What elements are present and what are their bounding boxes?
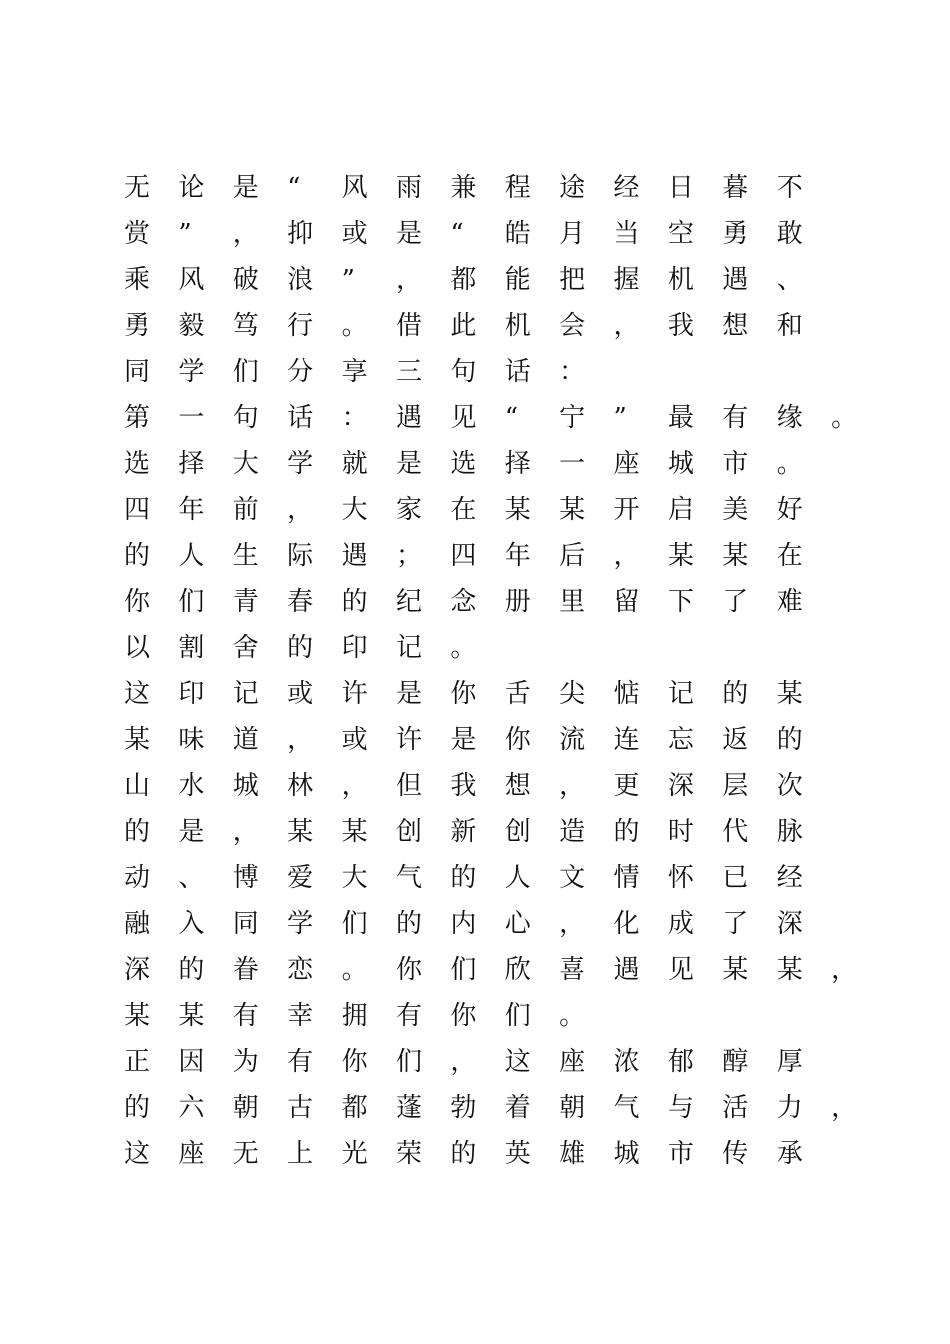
text-char: 就 bbox=[341, 449, 368, 479]
text-char: 的 bbox=[395, 909, 422, 939]
text-char: 城 bbox=[667, 449, 694, 479]
text-char: 遇 bbox=[613, 955, 640, 985]
text-char: 、 bbox=[178, 863, 205, 893]
text-char: 座 bbox=[559, 1047, 586, 1077]
text-char: 你 bbox=[450, 1001, 477, 1031]
text-char: 、 bbox=[776, 265, 803, 295]
text-char: 城 bbox=[613, 1139, 640, 1169]
text-char: 正 bbox=[124, 1047, 151, 1077]
text-char: ” bbox=[613, 403, 627, 433]
text-char: 的 bbox=[287, 633, 314, 663]
text-char: 句 bbox=[232, 403, 259, 433]
text-char: 以 bbox=[124, 633, 151, 663]
text-char: 郁 bbox=[667, 1047, 694, 1077]
text-char: 力 bbox=[776, 1093, 803, 1123]
text-char: 印 bbox=[178, 679, 205, 709]
text-char: 难 bbox=[776, 587, 803, 617]
text-char: 深 bbox=[667, 771, 694, 801]
text-char: 是 bbox=[395, 449, 422, 479]
text-char: 或 bbox=[287, 679, 314, 709]
text-char: 座 bbox=[178, 1139, 205, 1169]
text-char: 雨 bbox=[395, 173, 422, 203]
text-char: 途 bbox=[559, 173, 586, 203]
text-char: 敢 bbox=[776, 219, 803, 249]
text-char: ， bbox=[395, 265, 422, 295]
text-char: 许 bbox=[395, 725, 422, 755]
text-char: 的 bbox=[776, 725, 803, 755]
text-char: 的 bbox=[124, 541, 151, 571]
text-char: 记 bbox=[667, 679, 694, 709]
text-char: 尖 bbox=[559, 679, 586, 709]
text-line bbox=[120, 625, 880, 671]
text-char: 暮 bbox=[722, 173, 749, 203]
text-char: “ bbox=[450, 219, 464, 249]
text-char: 在 bbox=[450, 495, 477, 525]
text-char: ， bbox=[287, 495, 314, 525]
text-line bbox=[120, 303, 880, 349]
text-char: 了 bbox=[722, 909, 749, 939]
text-char: 不 bbox=[776, 173, 803, 203]
text-char: 心 bbox=[504, 909, 531, 939]
text-char: 某 bbox=[504, 495, 531, 525]
text-char: 的 bbox=[341, 587, 368, 617]
text-char: 忘 bbox=[667, 725, 694, 755]
text-char: 深 bbox=[124, 955, 151, 985]
text-char: 年 bbox=[504, 541, 531, 571]
text-char: 想 bbox=[722, 311, 749, 341]
text-char: 林 bbox=[287, 771, 314, 801]
text-char: 机 bbox=[667, 265, 694, 295]
text-char: ； bbox=[395, 541, 422, 571]
text-line bbox=[120, 855, 880, 901]
text-char: 勃 bbox=[450, 1093, 477, 1123]
text-char: 是 bbox=[178, 817, 205, 847]
text-char: 造 bbox=[559, 817, 586, 847]
text-char: 美 bbox=[722, 495, 749, 525]
text-char: 某 bbox=[124, 1001, 151, 1031]
text-line bbox=[120, 579, 880, 625]
text-char: 握 bbox=[613, 265, 640, 295]
text-char: 遇 bbox=[722, 265, 749, 295]
text-char: 论 bbox=[178, 173, 205, 203]
text-char: 前 bbox=[232, 495, 259, 525]
text-char: 无 bbox=[124, 173, 151, 203]
text-char: 山 bbox=[124, 771, 151, 801]
text-char: 这 bbox=[124, 1139, 151, 1169]
text-char: 你 bbox=[341, 1047, 368, 1077]
text-char: 博 bbox=[232, 863, 259, 893]
text-char: 脉 bbox=[776, 817, 803, 847]
text-char: 创 bbox=[395, 817, 422, 847]
text-char: 遇 bbox=[395, 403, 422, 433]
text-char: 文 bbox=[559, 863, 586, 893]
text-char: 气 bbox=[395, 863, 422, 893]
text-char: 的 bbox=[450, 863, 477, 893]
text-char: 借 bbox=[395, 311, 422, 341]
text-char: 乘 bbox=[124, 265, 151, 295]
text-char: 怀 bbox=[667, 863, 694, 893]
text-char: ， bbox=[831, 955, 858, 985]
text-char: 水 bbox=[178, 771, 205, 801]
text-line bbox=[120, 349, 880, 395]
text-char: 见 bbox=[667, 955, 694, 985]
text-char: 你 bbox=[395, 955, 422, 985]
text-char: 许 bbox=[341, 679, 368, 709]
text-char: 的 bbox=[124, 817, 151, 847]
text-char: 同 bbox=[124, 357, 151, 387]
text-char: 风 bbox=[178, 265, 205, 295]
text-char: 承 bbox=[776, 1139, 803, 1169]
text-char: 印 bbox=[341, 633, 368, 663]
text-char: 这 bbox=[124, 679, 151, 709]
text-char: 和 bbox=[776, 311, 803, 341]
text-char: 某 bbox=[776, 955, 803, 985]
text-char: 融 bbox=[124, 909, 151, 939]
text-char: 程 bbox=[504, 173, 531, 203]
text-char: 返 bbox=[722, 725, 749, 755]
text-char: 年 bbox=[178, 495, 205, 525]
text-char: 生 bbox=[232, 541, 259, 571]
text-char: 某 bbox=[722, 541, 749, 571]
text-char: ， bbox=[613, 541, 640, 571]
text-char: 经 bbox=[613, 173, 640, 203]
text-char: “ bbox=[287, 173, 301, 203]
text-char: 朝 bbox=[559, 1093, 586, 1123]
text-char: 空 bbox=[667, 219, 694, 249]
text-char: 话 bbox=[504, 357, 531, 387]
text-line bbox=[120, 395, 880, 441]
text-char: ” bbox=[341, 265, 355, 295]
text-char: 能 bbox=[504, 265, 531, 295]
text-char: 有 bbox=[287, 1047, 314, 1077]
text-char: 光 bbox=[341, 1139, 368, 1169]
text-line bbox=[120, 1131, 880, 1177]
text-char: 下 bbox=[667, 587, 694, 617]
text-char: 浪 bbox=[287, 265, 314, 295]
text-char: 流 bbox=[559, 725, 586, 755]
text-char: 传 bbox=[722, 1139, 749, 1169]
text-char: 某 bbox=[667, 541, 694, 571]
text-char: 遇 bbox=[341, 541, 368, 571]
text-char: 情 bbox=[613, 863, 640, 893]
text-char: 英 bbox=[504, 1139, 531, 1169]
text-char: “ bbox=[504, 403, 519, 433]
text-line bbox=[120, 763, 880, 809]
body-text bbox=[120, 165, 880, 1177]
text-char: 割 bbox=[178, 633, 205, 663]
text-char: ， bbox=[341, 771, 368, 801]
text-char: 分 bbox=[287, 357, 314, 387]
text-char: ， bbox=[287, 725, 314, 755]
text-char: 但 bbox=[395, 771, 422, 801]
text-char: 都 bbox=[450, 265, 477, 295]
text-line bbox=[120, 441, 880, 487]
text-char: 大 bbox=[341, 495, 368, 525]
text-line bbox=[120, 671, 880, 717]
text-char: 同 bbox=[232, 909, 259, 939]
text-char: 宁 bbox=[559, 403, 586, 433]
text-char: 这 bbox=[504, 1047, 531, 1077]
text-char: 们 bbox=[504, 1001, 531, 1031]
text-char: 某 bbox=[776, 679, 803, 709]
text-char: 厚 bbox=[776, 1047, 803, 1077]
text-char: 惦 bbox=[613, 679, 640, 709]
text-char: 喜 bbox=[559, 955, 586, 985]
text-char: 市 bbox=[722, 449, 749, 479]
text-char: 学 bbox=[287, 449, 314, 479]
text-char: 学 bbox=[178, 357, 205, 387]
text-char: 学 bbox=[287, 909, 314, 939]
text-char: 家 bbox=[395, 495, 422, 525]
text-char: 们 bbox=[395, 1047, 422, 1077]
text-char: 拥 bbox=[341, 1001, 368, 1031]
text-char: 破 bbox=[232, 265, 259, 295]
text-line bbox=[120, 1085, 880, 1131]
text-char: 已 bbox=[722, 863, 749, 893]
text-char: 有 bbox=[232, 1001, 259, 1031]
text-char: 我 bbox=[450, 771, 477, 801]
text-char: 。 bbox=[831, 403, 858, 433]
text-char: ” bbox=[178, 219, 192, 249]
text-char: 抑 bbox=[287, 219, 314, 249]
text-char: 们 bbox=[450, 955, 477, 985]
text-char: ， bbox=[559, 909, 586, 939]
text-char: 某 bbox=[287, 817, 314, 847]
text-char: 城 bbox=[232, 771, 259, 801]
text-char: ， bbox=[831, 1093, 858, 1123]
text-char: 风 bbox=[341, 173, 368, 203]
text-char: 好 bbox=[776, 495, 803, 525]
text-char: 眷 bbox=[232, 955, 259, 985]
text-char: 动 bbox=[124, 863, 151, 893]
text-char: 毅 bbox=[178, 311, 205, 341]
text-char: 雄 bbox=[559, 1139, 586, 1169]
text-char: 。 bbox=[341, 955, 368, 985]
text-char: 后 bbox=[559, 541, 586, 571]
text-char: 六 bbox=[178, 1093, 205, 1123]
text-char: 时 bbox=[667, 817, 694, 847]
text-char: ： bbox=[341, 403, 368, 433]
text-char: 你 bbox=[504, 725, 531, 755]
text-char: 纪 bbox=[395, 587, 422, 617]
text-char: 古 bbox=[287, 1093, 314, 1123]
text-char: 某 bbox=[722, 955, 749, 985]
text-char: 代 bbox=[722, 817, 749, 847]
text-char: 。 bbox=[559, 1001, 586, 1031]
text-char: 活 bbox=[722, 1093, 749, 1123]
text-char: 爱 bbox=[287, 863, 314, 893]
text-char: 大 bbox=[341, 863, 368, 893]
text-char: 想 bbox=[504, 771, 531, 801]
text-char: 的 bbox=[178, 955, 205, 985]
text-char: 层 bbox=[722, 771, 749, 801]
text-char: 四 bbox=[124, 495, 151, 525]
text-char: 人 bbox=[178, 541, 205, 571]
text-char: 的 bbox=[124, 1093, 151, 1123]
text-char: 选 bbox=[450, 449, 477, 479]
text-char: 是 bbox=[395, 219, 422, 249]
text-line bbox=[120, 947, 880, 993]
text-char: 见 bbox=[450, 403, 477, 433]
text-char: 荣 bbox=[395, 1139, 422, 1169]
text-char: 的 bbox=[450, 1139, 477, 1169]
text-char: 着 bbox=[504, 1093, 531, 1123]
text-char: 舍 bbox=[232, 633, 259, 663]
text-char: 赏 bbox=[124, 219, 151, 249]
text-char: 一 bbox=[178, 403, 205, 433]
text-char: 有 bbox=[395, 1001, 422, 1031]
text-char: 舌 bbox=[504, 679, 531, 709]
text-char: 们 bbox=[232, 357, 259, 387]
text-line bbox=[120, 809, 880, 855]
text-char: 念 bbox=[450, 587, 477, 617]
text-char: 更 bbox=[613, 771, 640, 801]
text-char: 行 bbox=[287, 311, 314, 341]
text-char: 连 bbox=[613, 725, 640, 755]
text-char: 留 bbox=[613, 587, 640, 617]
text-char: 浓 bbox=[613, 1047, 640, 1077]
text-char: 第 bbox=[124, 403, 151, 433]
text-char: 当 bbox=[613, 219, 640, 249]
text-char: 择 bbox=[504, 449, 531, 479]
text-char: 欣 bbox=[504, 955, 531, 985]
text-char: 勇 bbox=[124, 311, 151, 341]
text-char: 日 bbox=[667, 173, 694, 203]
text-char: 四 bbox=[450, 541, 477, 571]
text-line bbox=[120, 165, 880, 211]
text-char: ， bbox=[613, 311, 640, 341]
text-char: 。 bbox=[341, 311, 368, 341]
text-char: 某 bbox=[124, 725, 151, 755]
text-char: 的 bbox=[613, 817, 640, 847]
text-char: 是 bbox=[395, 679, 422, 709]
text-char: 都 bbox=[341, 1093, 368, 1123]
text-char: 笃 bbox=[232, 311, 259, 341]
text-char: 是 bbox=[232, 173, 259, 203]
text-char: 缘 bbox=[776, 403, 803, 433]
text-char: 因 bbox=[178, 1047, 205, 1077]
text-char: 醇 bbox=[722, 1047, 749, 1077]
text-char: 新 bbox=[450, 817, 477, 847]
text-char: 启 bbox=[667, 495, 694, 525]
text-char: 会 bbox=[559, 311, 586, 341]
text-char: 深 bbox=[776, 909, 803, 939]
text-line bbox=[120, 1039, 880, 1085]
text-char: 机 bbox=[504, 311, 531, 341]
text-char: 。 bbox=[450, 633, 477, 663]
text-char: 朝 bbox=[232, 1093, 259, 1123]
text-char: 人 bbox=[504, 863, 531, 893]
text-char: 择 bbox=[178, 449, 205, 479]
text-char: 你 bbox=[450, 679, 477, 709]
text-char: 上 bbox=[287, 1139, 314, 1169]
text-char: 成 bbox=[667, 909, 694, 939]
text-char: 记 bbox=[395, 633, 422, 663]
text-char: 们 bbox=[341, 909, 368, 939]
text-char: 把 bbox=[559, 265, 586, 295]
text-char: 三 bbox=[395, 357, 422, 387]
text-char: 蓬 bbox=[395, 1093, 422, 1123]
text-char: 座 bbox=[613, 449, 640, 479]
text-char: ， bbox=[232, 817, 259, 847]
text-char: 某 bbox=[341, 817, 368, 847]
text-char: 记 bbox=[232, 679, 259, 709]
text-char: 气 bbox=[613, 1093, 640, 1123]
text-char: ， bbox=[559, 771, 586, 801]
text-line bbox=[120, 993, 880, 1039]
text-char: 此 bbox=[450, 311, 477, 341]
text-line bbox=[120, 533, 880, 579]
text-char: 选 bbox=[124, 449, 151, 479]
text-char: 在 bbox=[776, 541, 803, 571]
text-char: 里 bbox=[559, 587, 586, 617]
text-line bbox=[120, 717, 880, 763]
text-char: 我 bbox=[667, 311, 694, 341]
text-char: 某 bbox=[178, 1001, 205, 1031]
text-char: 味 bbox=[178, 725, 205, 755]
text-line bbox=[120, 901, 880, 947]
text-char: 或 bbox=[341, 219, 368, 249]
text-char: 皓 bbox=[504, 219, 531, 249]
text-char: 与 bbox=[667, 1093, 694, 1123]
text-char: 际 bbox=[287, 541, 314, 571]
text-char: 幸 bbox=[287, 1001, 314, 1031]
text-char: 大 bbox=[232, 449, 259, 479]
text-char: 经 bbox=[776, 863, 803, 893]
text-char: 次 bbox=[776, 771, 803, 801]
text-char: 是 bbox=[450, 725, 477, 755]
text-char: 化 bbox=[613, 909, 640, 939]
text-char: 们 bbox=[178, 587, 205, 617]
text-char: 的 bbox=[722, 679, 749, 709]
text-char: 恋 bbox=[287, 955, 314, 985]
text-line bbox=[120, 487, 880, 533]
text-line bbox=[120, 257, 880, 303]
text-char: 入 bbox=[178, 909, 205, 939]
text-char: ， bbox=[232, 219, 259, 249]
text-char: 为 bbox=[232, 1047, 259, 1077]
text-char: ： bbox=[559, 357, 586, 387]
text-char: 青 bbox=[232, 587, 259, 617]
text-char: 创 bbox=[504, 817, 531, 847]
text-char: 有 bbox=[722, 403, 749, 433]
text-char: 一 bbox=[559, 449, 586, 479]
text-char: 话 bbox=[287, 403, 314, 433]
text-char: 最 bbox=[667, 403, 694, 433]
text-char: 无 bbox=[232, 1139, 259, 1169]
text-char: 勇 bbox=[722, 219, 749, 249]
text-char: 册 bbox=[504, 587, 531, 617]
text-char: ， bbox=[450, 1047, 477, 1077]
text-char: 春 bbox=[287, 587, 314, 617]
text-char: 句 bbox=[450, 357, 477, 387]
text-char: 。 bbox=[776, 449, 803, 479]
text-char: 你 bbox=[124, 587, 151, 617]
text-char: 某 bbox=[559, 495, 586, 525]
text-char: 市 bbox=[667, 1139, 694, 1169]
text-char: 月 bbox=[559, 219, 586, 249]
text-char: 或 bbox=[341, 725, 368, 755]
text-char: 道 bbox=[232, 725, 259, 755]
text-char: 享 bbox=[341, 357, 368, 387]
text-char: 内 bbox=[450, 909, 477, 939]
text-char: 开 bbox=[613, 495, 640, 525]
text-char: 了 bbox=[722, 587, 749, 617]
text-char: 兼 bbox=[450, 173, 477, 203]
text-line bbox=[120, 211, 880, 257]
